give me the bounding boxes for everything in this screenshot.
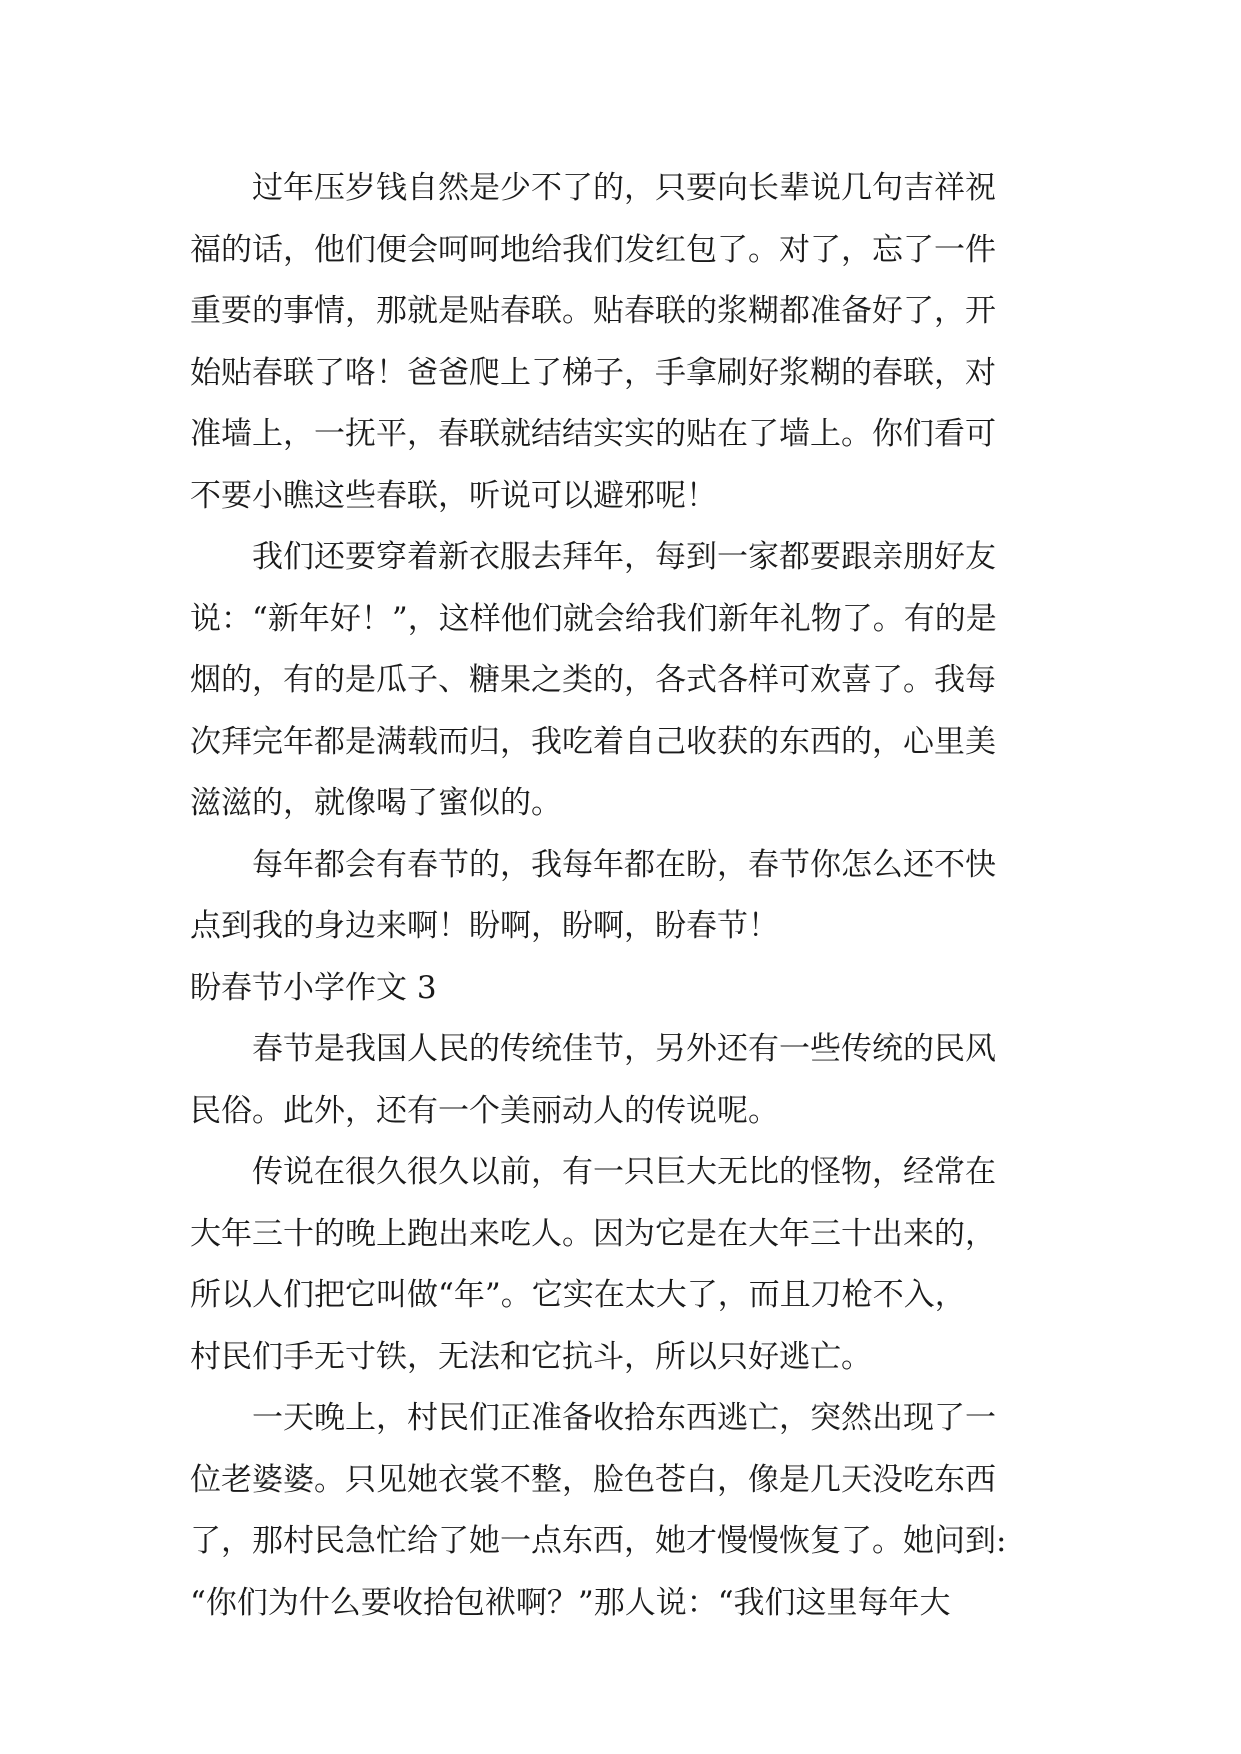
text-line: 次拜完年都是满载而归，我吃着自己收获的东西的，心里美 — [190, 723, 996, 760]
text-line: 所以人们把它叫做“年”。它实在太大了，而且刀枪不入， — [190, 1277, 966, 1313]
paragraph-5 — [190, 1142, 1060, 1388]
text-line: 过年压岁钱自然是少不了的，只要向长辈说几句吉祥祝 — [252, 170, 996, 206]
text-line: 烟的，有的是瓜子、糖果之类的，各式各样可欢喜了。我每 — [190, 662, 996, 698]
text-line: 福的话，他们便会呵呵地给我们发红包了。对了，忘了一件 — [190, 231, 996, 268]
text-line: 始贴春联了咯！爸爸爬上了梯子，手拿刷好浆糊的春联，对 — [190, 354, 996, 391]
text-line: 春节是我国人民的传统佳节，另外还有一些传统的民风 — [252, 1031, 996, 1067]
text-line: 位老婆婆。只见她衣裳不整，脸色苍白，像是几天没吃东西 — [190, 1461, 996, 1498]
paragraph-1 — [190, 158, 1060, 527]
paragraph-3 — [190, 835, 1060, 958]
text-line: 民俗。此外，还有一个美丽动人的传说呢。 — [190, 1092, 779, 1129]
text-line: 每年都会有春节的，我每年都在盼，春节你怎么还不快 — [252, 846, 996, 883]
text-line: 传说在很久很久以前，有一只巨大无比的怪物，经常在 — [252, 1154, 996, 1190]
text-line: 重要的事情，那就是贴春联。贴春联的浆糊都准备好了，开 — [190, 293, 996, 329]
text-line: 滋滋的，就像喝了蜜似的。 — [190, 785, 562, 821]
text-line: 村民们手无寸铁，无法和它抗斗，所以只好逃亡。 — [190, 1338, 872, 1375]
paragraph-6 — [190, 1388, 1060, 1634]
section-heading: 盼春节小学作文 3 — [190, 969, 437, 1006]
text-line: “你们为什么要收拾包袱啊？”那人说：“我们这里每年大 — [190, 1584, 951, 1621]
text-line: 我们还要穿着新衣服去拜年，每到一家都要跟亲朋好友 — [252, 539, 996, 575]
text-line: 了，那村民急忙给了她一点东西，她才慢慢恢复了。她问到: — [190, 1523, 1007, 1559]
text-line: 不要小瞧这些春联，听说可以避邪呢！ — [190, 477, 717, 514]
text-line: 说：“新年好！”，这样他们就会给我们新年礼物了。有的是 — [190, 600, 997, 637]
paragraph-4 — [190, 1019, 1060, 1142]
text-line: 准墙上，一抚平，春联就结结实实的贴在了墙上。你们看可 — [190, 416, 996, 452]
document-body — [190, 158, 1060, 1634]
paragraph-2 — [190, 527, 1060, 835]
text-line: 一天晚上，村民们正准备收拾东西逃亡，突然出现了一 — [252, 1400, 996, 1436]
text-line: 点到我的身边来啊！盼啊，盼啊，盼春节！ — [190, 908, 779, 944]
text-line: 大年三十的晚上跑出来吃人。因为它是在大年三十出来的， — [190, 1215, 996, 1252]
